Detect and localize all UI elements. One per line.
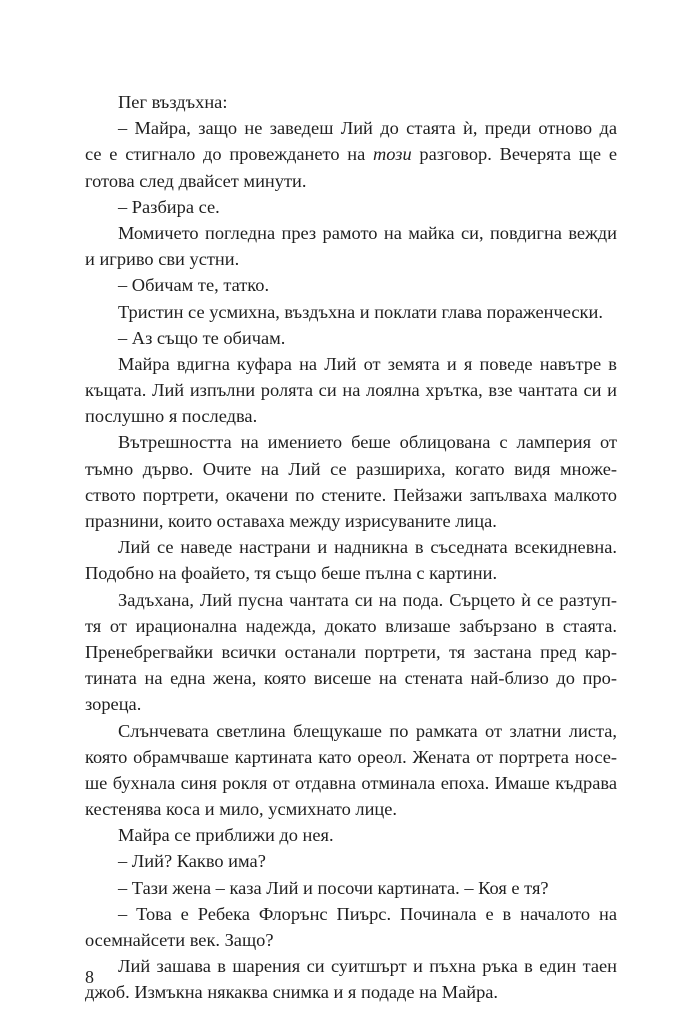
text-line: Лий зашава в шарения си суитшърт и пъхна ръка в един таен bbox=[118, 956, 617, 977]
text-line: осемнайсети век. Защо? bbox=[85, 930, 274, 950]
text-line: послушно я последва. bbox=[85, 406, 258, 427]
text-line: готова след двайсет минути. bbox=[85, 170, 307, 191]
text-line: джоб. Измъкна някаква снимка и я подаде на Майра. bbox=[85, 982, 499, 1003]
text-line: Майра се приближи до нея. bbox=[118, 825, 334, 846]
text-line: тината на една жена, която висеше на стената най-близо до про- bbox=[85, 668, 617, 689]
text-line: празнини, които оставаха между изрисуваните лица. bbox=[85, 511, 497, 531]
text-line: зореца. bbox=[85, 694, 142, 715]
page-number: 8 bbox=[85, 967, 94, 987]
text-line: тя от ирационална надежда, докато влизаше забързано в стаята. bbox=[85, 615, 617, 636]
text-line: Майра вдигна куфара на Лий от земята и я поведе навътре в bbox=[118, 353, 617, 374]
text-line: и игриво сви устни. bbox=[85, 249, 240, 270]
text-line: която обрамчваше картината като ореол. Жената от портрета носе- bbox=[85, 746, 617, 767]
text-line: – Тази жена – каза Лий и посочи картината. – Коя е тя? bbox=[118, 877, 549, 898]
text-line: – Обичам те, татко. bbox=[118, 275, 270, 296]
text-line: тъмно дърво. Очите на Лий се разшириха, когато видя множе- bbox=[85, 458, 617, 479]
text-line: Пег въздъхна: bbox=[118, 92, 228, 112]
text-line: кестенява коса и мило, усмихнато лице. bbox=[85, 799, 398, 820]
text-line: Лий се наведе настрани и надникна в съседната всекидневна. bbox=[118, 537, 617, 558]
text-line: – Майра, защо не заведеш Лий до стаята ѝ, преди отново да bbox=[118, 118, 617, 139]
text-line: къщата. Лий изпълни ролята си на лоялна хрътка, взе чантата си и bbox=[85, 380, 617, 401]
text-line: Задъхана, Лий пусна чантата си на пода. Сърцето ѝ се разтуп- bbox=[118, 589, 617, 610]
text-fragment: разговор. Вечерята ще е bbox=[411, 144, 617, 165]
body-text bbox=[85, 89, 617, 1006]
text-line: Слънчевата светлина блещукаше по рамката от златни листа, bbox=[118, 720, 617, 741]
text-line: Вътрешността на имението беше облицована с ламперия от bbox=[118, 432, 617, 453]
text-line: Момичето погледна през рамото на майка си, повдигна вежди bbox=[118, 222, 617, 243]
text-line: – Разбира се. bbox=[118, 196, 220, 217]
text-line: ството портрети, окачени по стените. Пейзажи запълваха малкото bbox=[85, 484, 617, 505]
text-line: Подобно на фоайето, тя също беше пълна с картини. bbox=[85, 563, 498, 584]
text-fragment: се е стигнало до провеждането на bbox=[85, 144, 374, 165]
text-line: Тристин се усмихна, въздъхна и поклати глава пораженчески. bbox=[118, 301, 603, 322]
text-line: – Аз също те обичам. bbox=[118, 327, 286, 348]
text-line: – Това е Ребека Флорънс Пиърс. Починала е в началото на bbox=[118, 903, 617, 924]
text-line bbox=[85, 141, 617, 167]
text-line: ше бухнала синя рокля от отдавна отминала епоха. Имаше къдрава bbox=[85, 772, 617, 793]
text-line: – Лий? Какво има? bbox=[118, 851, 266, 872]
text-line: Пренебрегвайки всички останали портрети, тя застана пред кар- bbox=[85, 641, 617, 662]
emphasized-word: този bbox=[373, 144, 412, 165]
